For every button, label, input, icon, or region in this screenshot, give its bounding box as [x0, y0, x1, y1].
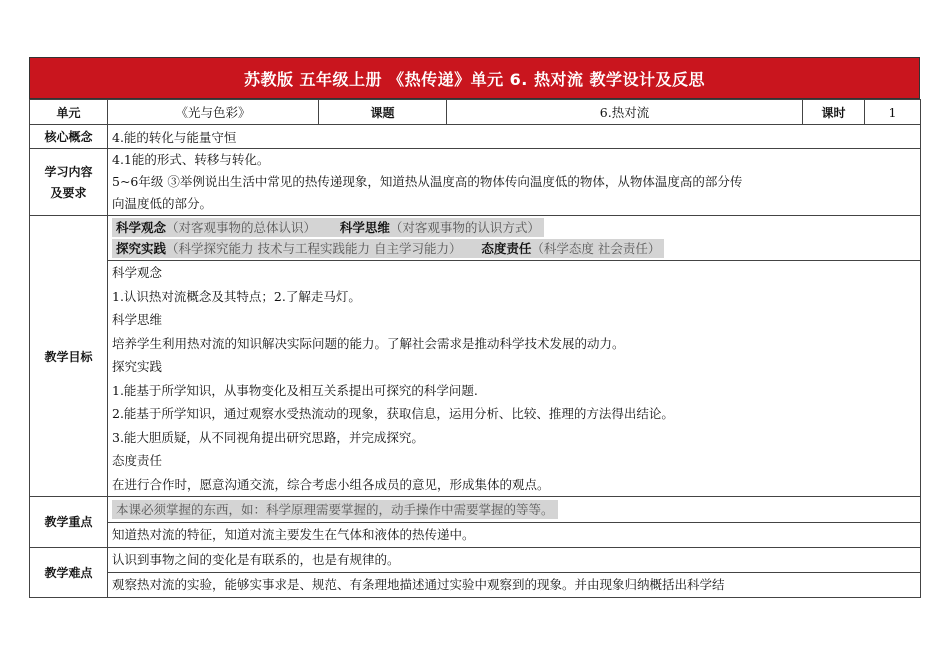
banner-2-attitude-note: （科学态度 社会责任）: [531, 241, 661, 256]
goal-line: 在进行合作时，愿意沟通交流，综合考虑小组各成员的意见，形成集体的观点。: [112, 476, 550, 492]
difficulties-line2: 观察热对流的实验，能够实事求是、规范、有条理地描述通过实验中观察到的现象。并由现象归纳概括出科学结: [108, 572, 920, 597]
key-points-label: 教学重点: [30, 497, 108, 548]
core-concept-row: [30, 125, 921, 149]
banner-1: [112, 218, 544, 237]
content-req-line1: 4.1能的形式、转移与转化。: [112, 152, 270, 167]
key-points-row: [30, 497, 921, 548]
goal-line: 2.能基于所学知识，通过观察水受热流动的现象，获取信息，运用分析、比较、推理的方法得出结论。: [112, 406, 674, 421]
goal-line: 科学观念: [112, 265, 163, 280]
difficulties-label: 教学难点: [30, 547, 108, 597]
unit-label: 单元: [30, 100, 108, 125]
content-req-line3: 向温度低的部分。: [112, 196, 213, 211]
key-points-note-wrap: [108, 497, 920, 522]
goal-line: 探究实践: [112, 359, 163, 374]
key-points-value: 知道热对流的特征，知道对流主要发生在气体和液体的热传递中。: [108, 522, 920, 547]
banner-2-practice-note: （科学探究能力 技术与工程实践能力 自主学习能力）: [166, 241, 462, 256]
content-req-cell: [108, 149, 921, 216]
goals-banner-row: [30, 216, 921, 261]
banner-2: [112, 239, 664, 258]
goal-line: 1.认识热对流概念及其特点；2.了解走马灯。: [112, 288, 361, 304]
hours-label: 课时: [803, 100, 865, 125]
banner-1-thinking-note: （对客观事物的认识方式）: [389, 220, 540, 235]
banner-2-attitude: 态度责任: [481, 241, 532, 256]
banner-1-concept: 科学观念: [116, 220, 167, 235]
lesson-value: 6.热对流: [447, 100, 803, 125]
content-req-label-line1: 学习内容: [44, 165, 93, 179]
goals-banner-cell: [108, 216, 921, 261]
goals-label: 教学目标: [30, 216, 108, 497]
hours-value: 1: [865, 100, 921, 125]
difficulties-row: [30, 547, 921, 597]
banner-2-practice: 探究实践: [116, 241, 167, 256]
difficulties-line1: 认识到事物之间的变化是有联系的，也是有规律的。: [112, 552, 400, 567]
content-req-label-line2: 及要求: [50, 186, 87, 200]
goal-line: 态度责任: [112, 453, 163, 468]
key-points-cell: [108, 497, 921, 548]
content-req-label: [30, 149, 108, 216]
content-req-line2: 5~6年级 ③举例说出生活中常见的热传递现象，知道热从温度高的物体传向温度低的物体，从物体温度高的部分传: [112, 174, 743, 189]
lesson-label: 课题: [319, 100, 447, 125]
banner-1-thinking: 科学思维: [339, 220, 390, 235]
goals-body-cell: [108, 261, 921, 497]
lesson-plan-table: [29, 99, 921, 598]
goal-line: 3.能大胆质疑，从不同视角提出研究思路，并完成探究。: [112, 429, 424, 445]
goal-line: 培养学生利用热对流的知识解决实际问题的能力。了解社会需求是推动科学技术发展的动力。: [112, 335, 625, 351]
header-row: [30, 100, 921, 125]
key-points-note: 本课必须掌握的东西，如：科学原理需要掌握的，动手操作中需要掌握的等等。: [112, 500, 558, 519]
banner-1-concept-note: （对客观事物的总体认识）: [166, 220, 317, 235]
content-req-row: [30, 149, 921, 216]
lesson-plan-page: [29, 57, 920, 598]
goal-line: 科学思维: [112, 312, 163, 327]
goal-line: 1.能基于所学知识，从事物变化及相互关系提出可探究的科学问题.: [112, 382, 478, 398]
unit-value: 《光与色彩》: [108, 100, 319, 125]
core-concept-label: 核心概念: [30, 125, 108, 149]
difficulties-cell: [108, 547, 921, 597]
document-title: 苏教版 五年级上册 《热传递》单元 6. 热对流 教学设计及反思: [29, 57, 920, 99]
goals-body-row: [30, 261, 921, 497]
core-concept-value: 4.能的转化与能量守恒: [108, 125, 921, 149]
